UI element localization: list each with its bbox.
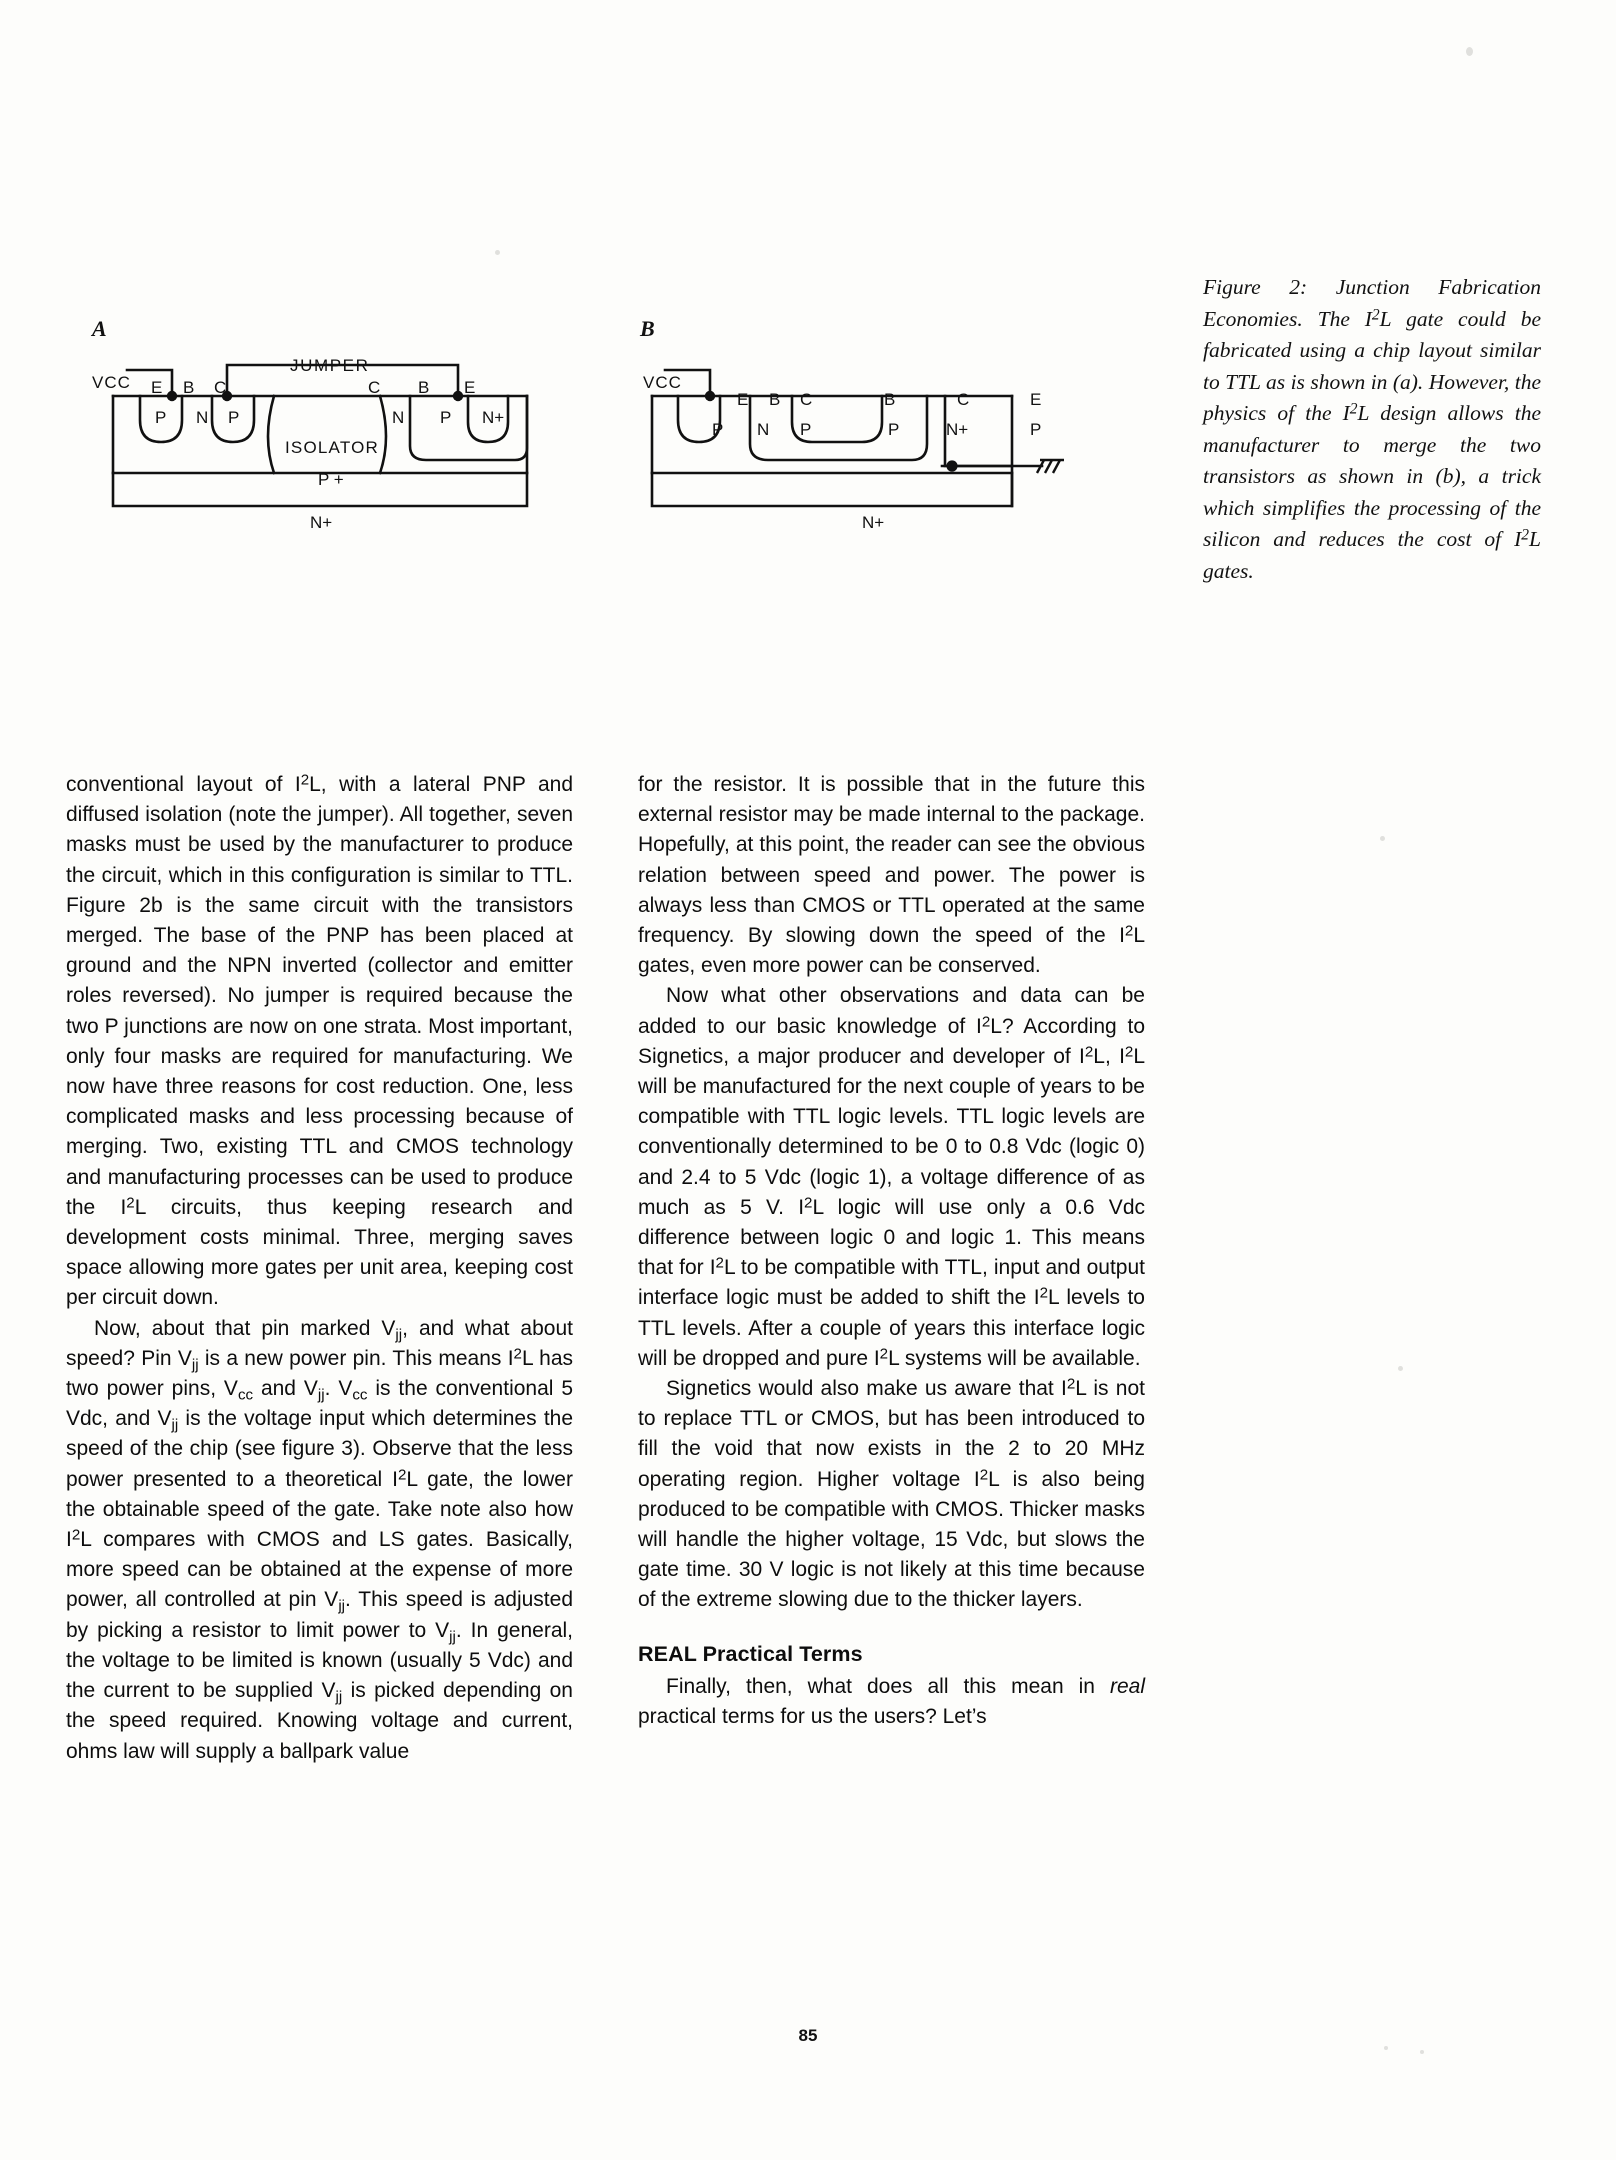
text-run: L, with a lateral PNP and diffused isolation (note the jumper). All together, seven masks must be used by the manufacturer to produce the circuit, which in this configuration is similar to TTL. Figure 2b is the same circuit with the transistors merged. The base of the PNP has been placed at ground and the NPN inverted (collector and emitter roles reversed). No jumper is required because the two P junctions are now on one strata. Most important, only four masks are required for manufacturing. We now have three reasons for cost reduction. One, less complicated masks and less processing because of merging. Two, existing TTL and CMOS technology and manufacturing processes can be used to produce the I	[66, 773, 573, 1219]
caption-sup-1: 2	[1371, 306, 1380, 323]
text-run: L has two power pins, V	[66, 1346, 573, 1401]
body-column-right	[638, 770, 1145, 1732]
scan-speck	[1384, 2046, 1388, 2050]
terminal-label-b-e1: E	[737, 390, 749, 409]
region-label-b-p3: P	[888, 420, 900, 439]
emphasis-real: real	[1109, 1674, 1145, 1698]
text-run: conventional layout of I	[66, 773, 301, 796]
paragraph-left-1	[66, 770, 573, 1314]
vcc-lead-a	[127, 370, 172, 396]
paragraph-right-2	[638, 981, 1145, 1374]
region-label-b-nplus: N+	[946, 420, 969, 439]
scan-speck	[1420, 2050, 1424, 2054]
figure-caption	[1203, 272, 1541, 587]
caption-body-1: The I	[1302, 306, 1372, 331]
region-label-a-n1: N	[196, 408, 209, 427]
substrate-label-b: N+	[862, 513, 885, 532]
text-run: L circuits, thus keeping research and development costs minimal. Three, merging saves space allowing more gates per unit area, keeping cost per circuit down.	[66, 1195, 573, 1310]
caption-sup-2: 2	[1349, 400, 1358, 418]
region-label-a-p1: P	[155, 408, 167, 427]
subscript-cc: cc	[352, 1386, 368, 1404]
region-label-a-n2: N	[392, 408, 405, 427]
superscript-2: 2	[1039, 1285, 1048, 1303]
terminal-label-a-c1: C	[214, 378, 227, 397]
terminal-label-a-c2: C	[368, 378, 381, 397]
text-run: L logic will use only a 0.6 Vdc difference between logic 0 and logic 1. This means that for I	[638, 1195, 1145, 1280]
text-run: and V	[253, 1377, 318, 1401]
text-run: L, I	[1093, 1044, 1125, 1068]
superscript-2: 2	[1124, 1043, 1134, 1061]
terminal-label-a-b2: B	[418, 378, 430, 397]
text-run: , and what about speed? Pin V	[66, 1316, 573, 1370]
text-run: for the resistor. It is possible that in the future this external resistor may be made internal to the package. Hopefully, at this point, the reader can see the obvious relation between speed and power. The power is always less than CMOS or TTL operated at the same frequency. By slowing down the speed of the I	[638, 773, 1145, 948]
isolator-label-a: ISOLATOR	[285, 438, 379, 457]
text-run: Now, about that pin marked V	[94, 1316, 396, 1340]
superscript-2: 2	[981, 1013, 991, 1031]
text-run: L gates, even more power can be conserved.	[638, 924, 1145, 978]
panel-a-letter: A	[92, 316, 108, 341]
superscript-2: 2	[1124, 922, 1134, 940]
caption-body-4: L gates.	[1203, 527, 1541, 583]
text-run: L to be compatible with TTL, input and output interface logic must be added to shift the I	[638, 1256, 1145, 1310]
paragraph-right-3	[638, 1374, 1145, 1616]
text-run: L is also being produced to be compatible with CMOS. Thicker masks will handle the higher voltage, 15 Vdc, but slows the gate time. 30 V logic is not likely at this time because of the extreme slowing due to the thicker layers.	[638, 1467, 1145, 1612]
superscript-2: 2	[1084, 1043, 1094, 1061]
region-label-b-p2: P	[800, 420, 812, 439]
subscript-jj: jj	[338, 1598, 346, 1616]
text-run: L is not to replace TTL or CMOS, but has been introduced to fill the void that now exists in the 2 to 20 MHz operating region. Higher voltage I	[638, 1377, 1145, 1491]
panel-b-letter: B	[640, 316, 656, 341]
paragraph-right-1	[638, 770, 1145, 981]
terminal-label-a-e1: E	[151, 378, 163, 397]
superscript-2: 2	[1066, 1375, 1076, 1393]
region-label-a-nplus: N+	[482, 408, 505, 427]
superscript-2: 2	[300, 771, 310, 789]
subscript-jj: jj	[449, 1628, 456, 1646]
contact-dot-vcc-a	[167, 391, 177, 401]
contact-dot-ground-b	[946, 460, 957, 471]
figure-2	[0, 0, 1616, 720]
caption-body-3: L design allows the manufacturer to merge the two transistors as shown in (b), a trick which simplifies the processing of the silicon and reduces the cost of I	[1203, 401, 1541, 551]
region-label-b-p4: P	[1030, 420, 1042, 439]
text-run: practical terms for us the users? Let’s	[638, 1704, 987, 1728]
paragraph-left-2	[66, 1314, 573, 1767]
text-run: L gate, the lower the obtainable speed of the gate. Take note also how I	[66, 1467, 573, 1552]
text-run: is picked depending on the speed required. Knowing voltage and current, ohms law will supply a ballpark value	[66, 1679, 573, 1763]
superscript-2: 2	[126, 1194, 135, 1212]
superscript-2: 2	[715, 1254, 724, 1272]
text-run: . In general, the voltage to be limited is known (usually 5 Vdc) and the current to be supplied V	[66, 1618, 573, 1703]
text-run: is a new power pin. This means I	[198, 1346, 514, 1370]
vcc-label-b: VCC	[643, 373, 682, 392]
isolator-right-a	[380, 396, 386, 473]
superscript-2: 2	[397, 1466, 407, 1484]
superscript-2: 2	[879, 1345, 889, 1363]
terminal-label-b-b2: B	[884, 390, 896, 409]
text-run: L will be manufactured for the next couple of years to be compatible with TTL logic levels. TTL logic levels are conventionally determined to be 0 to 0.8 Vdc (logic 0) and 2.4 to 5 Vdc (logic 1), a voltage difference of as much as 5 V. I	[638, 1044, 1146, 1219]
subscript-cc: cc	[237, 1386, 254, 1404]
isolator-pplus-label-a: P +	[318, 470, 344, 489]
subscript-jj: jj	[317, 1386, 325, 1404]
text-run: is the voltage input which determines the speed of the chip (see figure 3). Observe that the less power presented to a theoretical I	[66, 1407, 574, 1491]
substrate-b	[652, 473, 1012, 506]
region-label-b-n1: N	[757, 420, 770, 439]
scan-speck	[1398, 1366, 1403, 1371]
page-number: 85	[798, 2026, 818, 2045]
subscript-jj: jj	[395, 1326, 403, 1344]
contact-dot-vcc-b	[705, 391, 715, 401]
diagram-panel-b	[612, 348, 1132, 528]
scan-speck	[1380, 836, 1385, 841]
text-run: . V	[324, 1377, 353, 1401]
subscript-jj: jj	[171, 1416, 179, 1434]
body-column-left	[66, 770, 573, 1767]
text-run: L systems will be available.	[888, 1346, 1141, 1370]
superscript-2: 2	[979, 1466, 989, 1484]
ground-icon	[1037, 460, 1064, 473]
paragraph-right-4	[638, 1672, 1145, 1732]
superscript-2: 2	[804, 1194, 813, 1212]
terminal-label-b-c2: C	[957, 390, 970, 409]
terminal-label-b-e2: E	[1030, 390, 1042, 409]
region-label-a-p3: P	[440, 408, 452, 427]
subscript-jj: jj	[335, 1688, 343, 1706]
vcc-label-a: VCC	[92, 373, 131, 392]
jumper-label-a: JUMPER	[290, 356, 370, 375]
region-label-a-p2: P	[228, 408, 240, 427]
contact-dot-jumper-right-a	[453, 391, 463, 401]
terminal-label-b-b1: B	[769, 390, 781, 409]
text-run: . This speed is adjusted by picking a resistor to limit power to V	[66, 1588, 573, 1642]
text-run: Finally, then, what does all this mean in	[666, 1674, 1110, 1698]
caption-title: Figure 2: Junction Fabrication Economies.	[1203, 275, 1541, 331]
region-label-b-p1: P	[712, 420, 724, 439]
terminal-label-a-b1: B	[183, 378, 195, 397]
terminal-label-b-c1: C	[800, 390, 813, 409]
text-run: Now what other observations and data can be added to our basic knowledge of I	[638, 984, 1145, 1038]
superscript-2: 2	[71, 1526, 81, 1544]
text-run: L? According to Signetics, a major producer and developer of I	[638, 1014, 1146, 1068]
text-run: L compares with CMOS and LS gates. Basically, more speed can be obtained at the expense of more power, all controlled at pin V	[66, 1528, 573, 1612]
text-run: is the conventional 5 Vdc, and V	[66, 1377, 574, 1431]
text-run: Signetics would also make us aware that I	[666, 1377, 1067, 1401]
superscript-2: 2	[513, 1345, 522, 1363]
caption-sup-3: 2	[1521, 526, 1530, 544]
substrate-label-a: N+	[310, 513, 333, 532]
isolator-left-a	[268, 396, 274, 473]
text-run: L levels to TTL levels. After a couple of years this interface logic will be dropped and pure I	[638, 1286, 1145, 1370]
terminal-label-a-e2: E	[464, 378, 476, 397]
panel-b-svg	[612, 348, 1132, 528]
subscript-jj: jj	[191, 1356, 199, 1374]
section-heading-real-practical-terms: REAL Practical Terms	[638, 1641, 863, 1666]
caption-body-2: L gate could be fabricated using a chip layout similar to TTL as is shown in (a). However, the physics of the I	[1203, 306, 1541, 425]
